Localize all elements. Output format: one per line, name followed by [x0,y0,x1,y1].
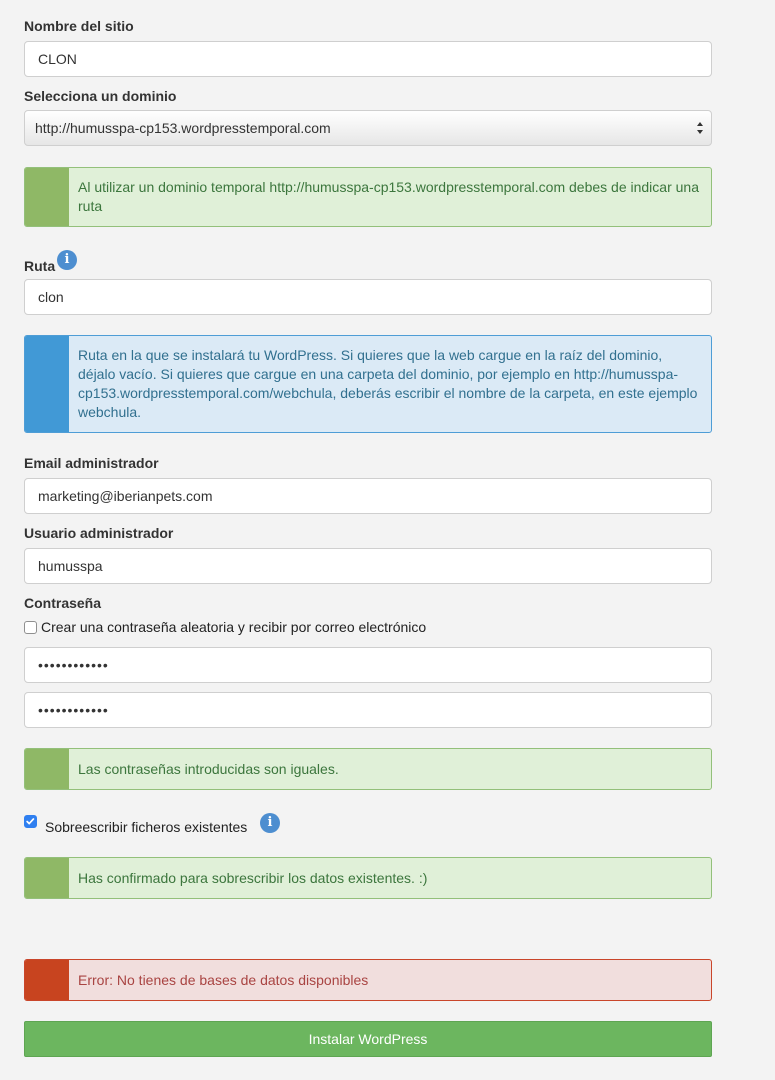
overwrite-checkbox[interactable] [24,815,37,828]
domain-label: Selecciona un dominio [24,88,177,104]
alert-bar [25,960,69,1000]
password-match-text: Las contraseñas introducidas son iguales. [78,760,339,777]
password-label: Contraseña [24,595,102,611]
path-help-alert [24,335,712,433]
overwrite-label: Sobreescribir ficheros existentes [45,819,248,835]
password-match-alert [24,748,712,790]
database-error-text: Error: No tienes de bases de datos disponibles [78,971,369,988]
select-arrows-icon [696,120,704,136]
email-input[interactable] [24,478,712,514]
checkmark-icon [25,816,36,827]
password-confirm-input[interactable] [24,692,712,728]
alert-bar [25,858,69,898]
install-wordpress-button[interactable]: Instalar WordPress [24,1021,712,1057]
database-error-alert [24,959,712,1001]
overwrite-info-icon[interactable]: i [260,813,280,833]
email-label: Email administrador [24,455,159,471]
random-password-label: Crear una contraseña aleatoria y recibir por correo electrónico [41,619,427,635]
overwrite-confirm-alert [24,857,712,899]
path-help-text: Ruta en la que se instalará tu WordPress. Si quieres que la web cargue en la raíz del dominio, déjalo vacío. Si quieres que cargue en una carpeta del dominio, por ejemplo en http://humusspa-cp153.wordpresstemporal.com/webchula, deberás escribir el nombre de la carpeta, en este ejemplo webchula. [78,347,698,420]
domain-alert-text: Al utilizar un dominio temporal http://humusspa-cp153.wordpresstemporal.com debes de indicar una ruta [78,179,699,214]
path-label: Ruta [24,258,56,274]
path-info-icon[interactable]: i [57,250,77,270]
random-password-checkbox[interactable] [24,621,37,634]
overwrite-confirm-text: Has confirmado para sobrescribir los datos existentes. :) [78,869,428,886]
password-input[interactable] [24,647,712,683]
alert-bar [25,168,69,226]
path-input[interactable] [24,279,712,315]
domain-alert [24,167,712,227]
alert-bar [25,336,69,432]
domain-select[interactable] [24,110,712,146]
site-name-input[interactable] [24,41,712,77]
user-label: Usuario administrador [24,525,174,541]
site-name-label: Nombre del sitio [24,18,134,34]
user-input[interactable] [24,548,712,584]
domain-select-value: http://humusspa-cp153.wordpresstemporal.com [35,120,331,136]
alert-bar [25,749,69,789]
